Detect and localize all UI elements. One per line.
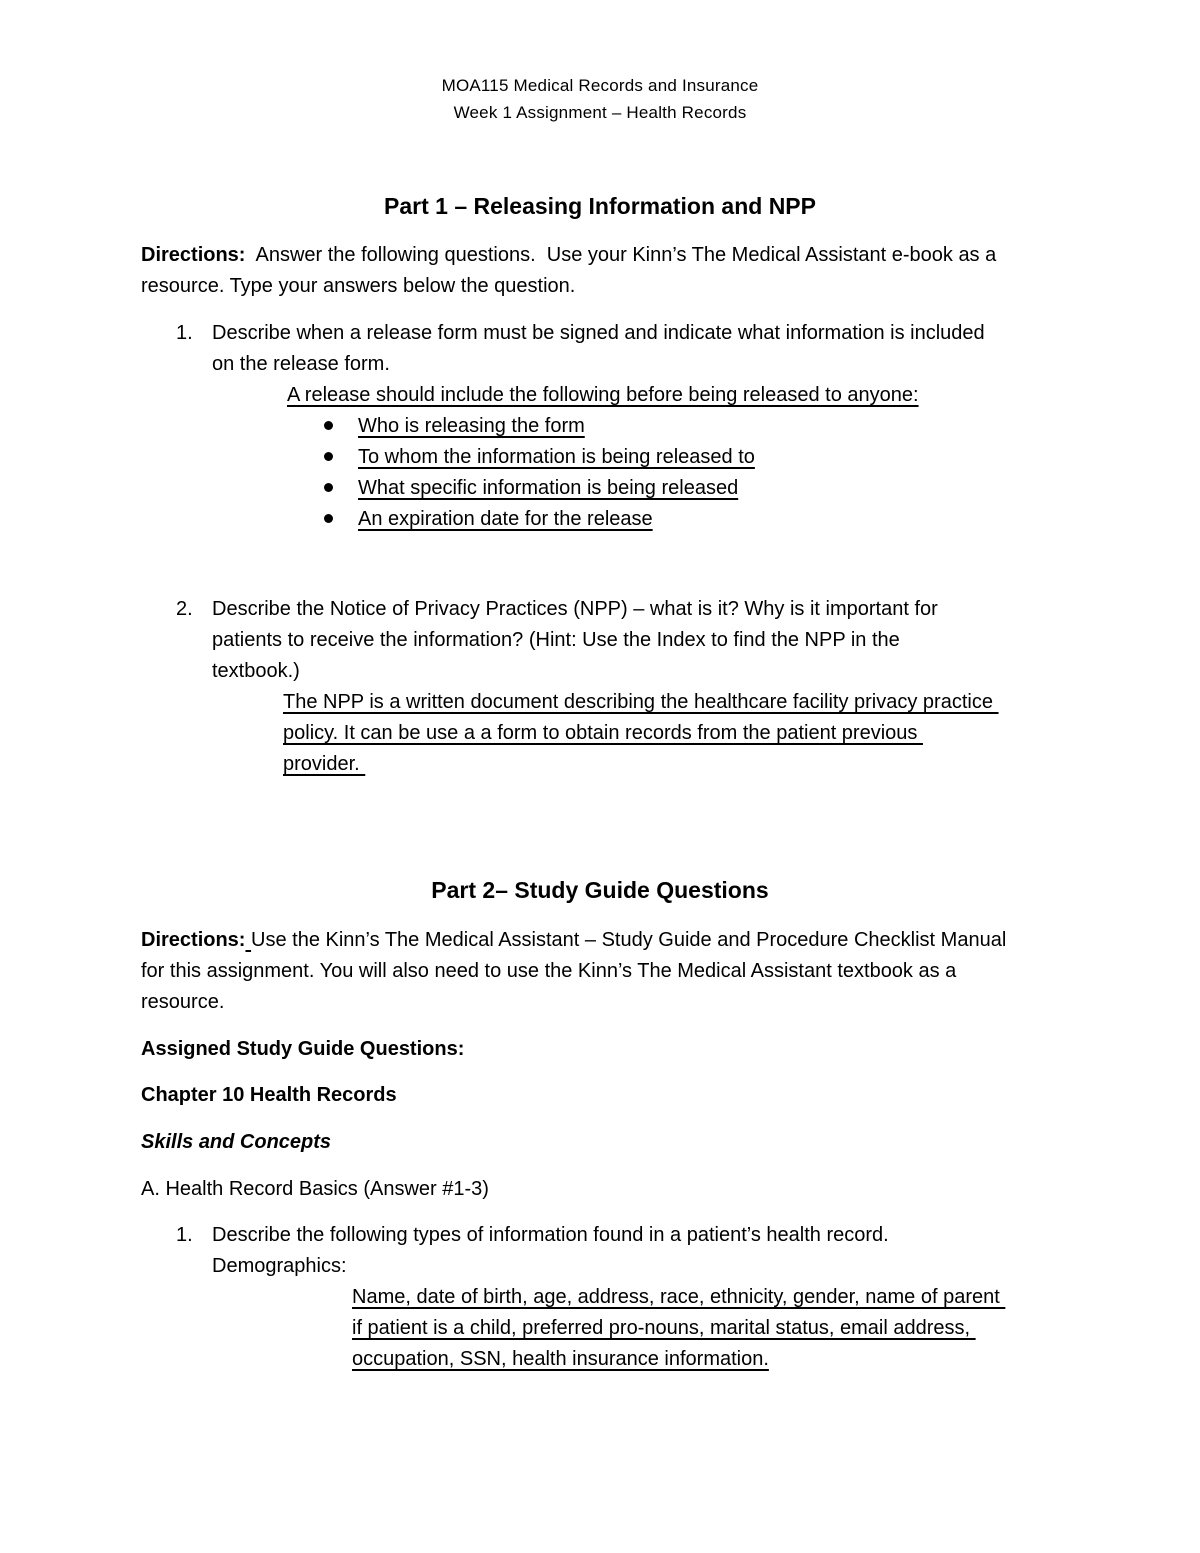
part1-q2-answer-line2: policy. It can be use a a form to obtain records from the patient previous (283, 722, 923, 744)
part1-directions-label: Directions: (141, 244, 246, 266)
part1-q2-answer-line1: The NPP is a written document describing the healthcare facility privacy practice (283, 691, 999, 713)
section-a-heading: A. Health Record Basics (Answer #1-3) (141, 1178, 489, 1200)
skills-heading: Skills and Concepts (141, 1131, 332, 1153)
part1-directions-text1: Answer the following questions. Use your Kinn’s The Medical Assistant e-book as a (245, 244, 997, 266)
part2-q1-line2: Demographics: (212, 1255, 347, 1277)
part1-q2-line2: patients to receive the information? (Hint: Use the Index to find the NPP in the (212, 629, 900, 651)
bullet-icon (324, 483, 333, 492)
course-title: MOA115 Medical Records and Insurance (441, 76, 759, 95)
part1-q2-line1: Describe the Notice of Privacy Practices (NPP) – what is it? Why is it important for (212, 598, 938, 620)
part2-directions-label: Directions: (141, 929, 246, 951)
part1-directions-line1 (141, 243, 996, 267)
assignment-title: Week 1 Assignment – Health Records (453, 103, 747, 122)
part1-q1-bullet-1: Who is releasing the form (358, 415, 585, 437)
chapter-heading: Chapter 10 Health Records (141, 1084, 397, 1106)
part1-directions-line2: resource. Type your answers below the question. (141, 275, 576, 297)
part2-q1-number: 1. (176, 1224, 193, 1246)
bullet-icon (324, 421, 333, 430)
part2-q1-answer-line2: if patient is a child, preferred pro-nouns, marital status, email address, (352, 1317, 976, 1339)
bullet-icon (324, 452, 333, 461)
part2-q1-answer-line1: Name, date of birth, age, address, race, ethnicity, gender, name of parent (352, 1286, 1006, 1308)
part1-q1-bullet-4: An expiration date for the release (358, 508, 653, 530)
part1-q2-answer-line3: provider. (283, 753, 366, 775)
part1-q1-bullet-2: To whom the information is being released to (358, 446, 755, 468)
part2-directions-line3: resource. (141, 991, 225, 1013)
part1-q1-number: 1. (176, 322, 193, 344)
part1-q2-line3: textbook.) (212, 660, 300, 682)
part2-directions-text1: Use the Kinn’s The Medical Assistant – Study Guide and Procedure Checklist Manual (251, 929, 1007, 951)
part2-q1-answer-line3: occupation, SSN, health insurance information. (352, 1348, 769, 1370)
part1-q2-number: 2. (176, 598, 193, 620)
bullet-icon (324, 514, 333, 523)
part2-title: Part 2– Study Guide Questions (431, 877, 769, 903)
part2-directions-line1 (141, 928, 1006, 952)
assigned-questions-heading: Assigned Study Guide Questions: (141, 1038, 465, 1060)
part1-q1-answer-intro: A release should include the following before being released to anyone: (287, 384, 919, 406)
part1-q1-line2: on the release form. (212, 353, 390, 375)
part1-title: Part 1 – Releasing Information and NPP (384, 193, 816, 219)
part2-q1-line1: Describe the following types of information found in a patient’s health record. (212, 1224, 889, 1246)
part1-q1-line1: Describe when a release form must be signed and indicate what information is included (212, 322, 985, 344)
part1-q1-bullet-3: What specific information is being released (358, 477, 739, 499)
part2-directions-line2: for this assignment. You will also need to use the Kinn’s The Medical Assistant textbook as a (141, 960, 957, 982)
